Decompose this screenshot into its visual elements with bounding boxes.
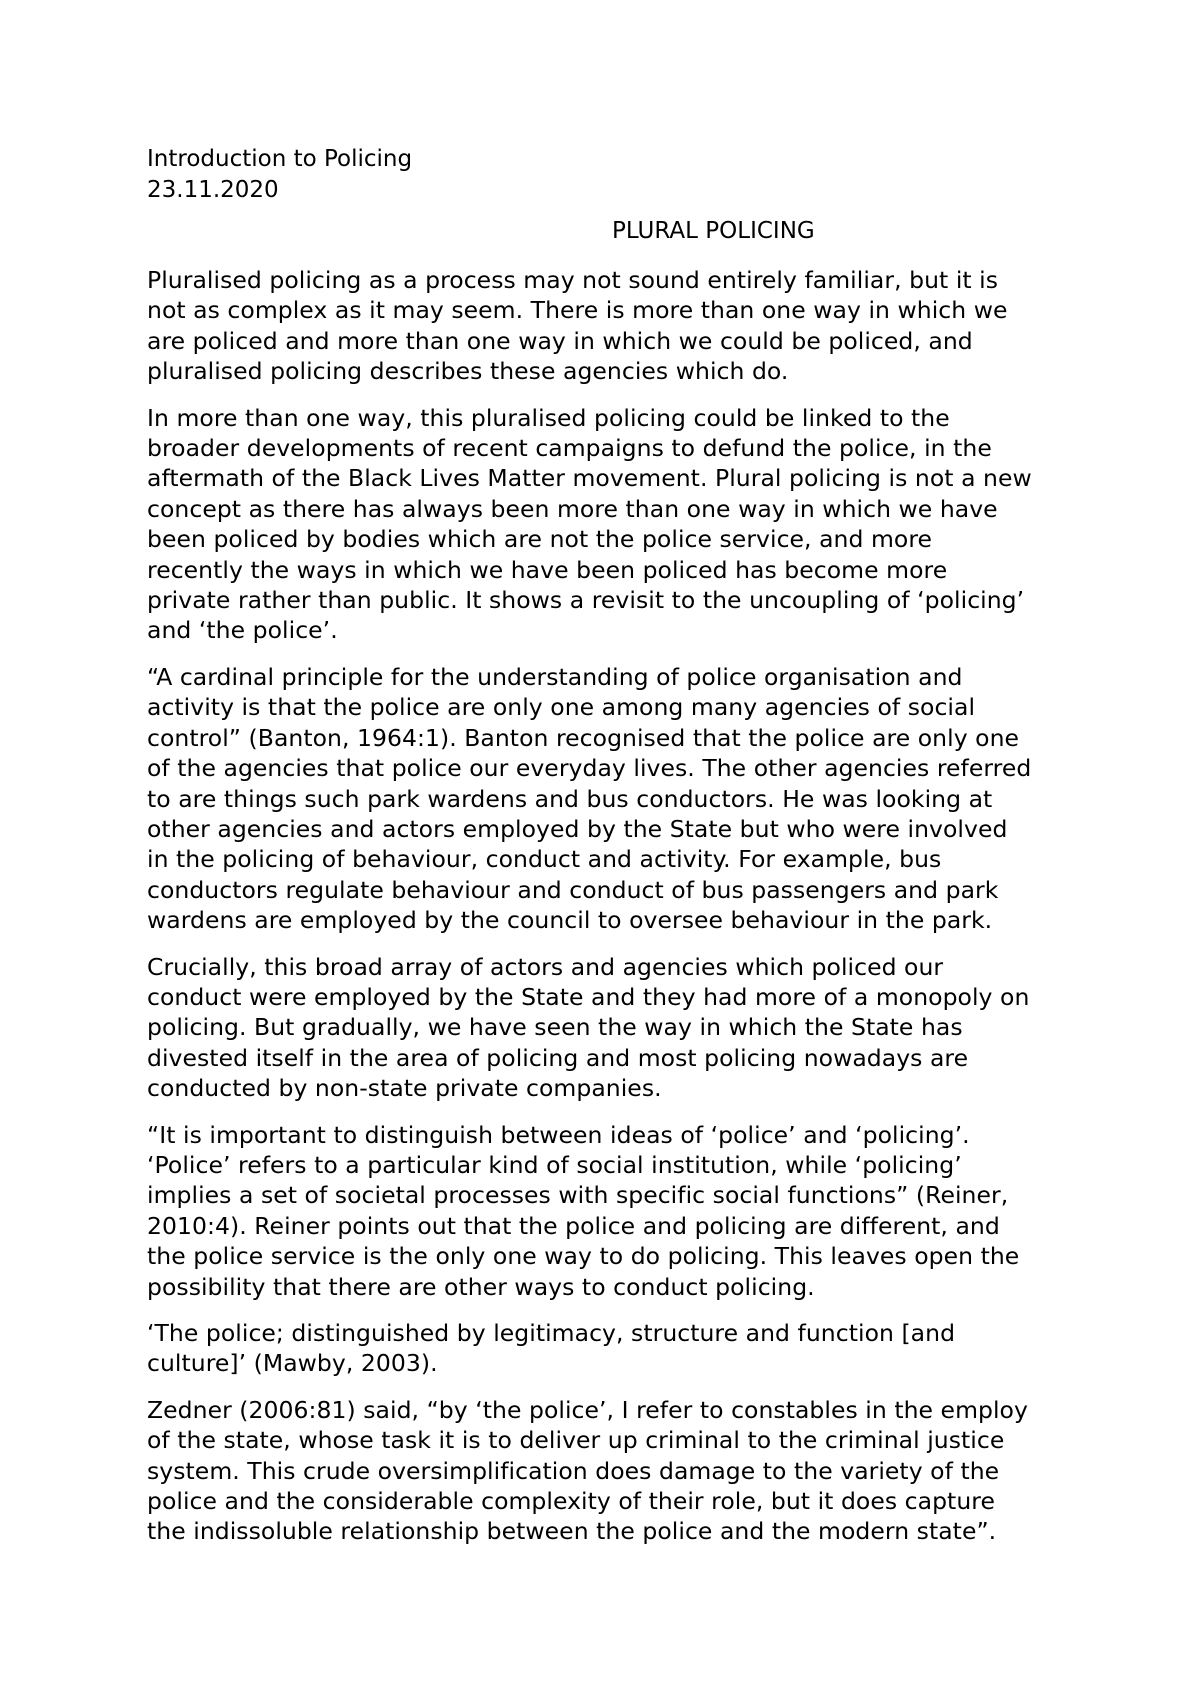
text-line: culture]’ (Mawby, 2003). — [147, 1349, 438, 1378]
text-line: control” (Banton, 1964:1). Banton recognised that the police are only one — [147, 723, 1020, 752]
text-line: implies a set of societal processes with specific social functions” (Reiner, — [147, 1181, 1009, 1210]
text-line: concept as there has always been more than one way in which we have — [147, 494, 998, 523]
text-line: the police service is the only one way to do policing. This leaves open the — [147, 1242, 1020, 1271]
text-line: Crucially, this broad array of actors and agencies which policed our — [147, 952, 944, 981]
text-line: of the state, whose task it is to deliver up criminal to the criminal justice — [147, 1426, 1005, 1455]
paragraph-mawby — [147, 1318, 1077, 1379]
text-line: other agencies and actors employed by the State but who were involved — [147, 814, 1008, 843]
text-line: system. This crude oversimplification does damage to the variety of the — [147, 1456, 1000, 1485]
text-line: ‘The police; distinguished by legitimacy, structure and function [and — [147, 1319, 956, 1347]
text-line: private rather than public. It shows a revisit to the uncoupling of ‘policing’ — [147, 586, 1025, 615]
text-line: conductors regulate behaviour and conduct of bus passengers and park — [147, 875, 999, 904]
text-line: not as complex as it may seem. There is more than one way in which we — [147, 296, 1008, 325]
document-title: PLURAL POLICING — [612, 218, 815, 244]
text-line: pluralised policing describes these agencies which do. — [147, 357, 789, 386]
text-line: to are things such park wardens and bus conductors. He was looking at — [147, 784, 993, 813]
text-line: and ‘the police’. — [147, 616, 338, 645]
text-line: recently the ways in which we have been policed has become more — [147, 555, 948, 584]
text-line: 2010:4). Reiner points out that the police and policing are different, and — [147, 1211, 1000, 1240]
text-line: “It is important to distinguish between ideas of ‘police’ and ‘policing’. — [147, 1120, 970, 1149]
text-line: In more than one way, this pluralised policing could be linked to the — [147, 403, 950, 432]
text-line: policing. But gradually, we have seen the way in which the State has — [147, 1013, 963, 1042]
text-line: Zedner (2006:81) said, “by ‘the police’, I refer to constables in the employ — [147, 1395, 1028, 1424]
text-line: conduct were employed by the State and they had more of a monopoly on — [147, 982, 1030, 1011]
paragraph-banton — [147, 662, 1077, 936]
text-line: divested itself in the area of policing and most policing nowadays are — [147, 1043, 969, 1072]
text-line: the indissoluble relationship between the police and the modern state”. — [147, 1517, 997, 1546]
text-line: wardens are employed by the council to oversee behaviour in the park. — [147, 906, 993, 935]
document-page — [147, 144, 1077, 1563]
text-line: been policed by bodies which are not the police service, and more — [147, 525, 933, 554]
paragraph-defund — [147, 403, 1077, 646]
text-line: ‘Police’ refers to a particular kind of social institution, while ‘policing’ — [147, 1150, 962, 1179]
text-line: possibility that there are other ways to conduct policing. — [147, 1272, 815, 1301]
text-line: Pluralised policing as a process may not sound entirely familiar, but it is — [147, 266, 999, 294]
text-line: of the agencies that police our everyday lives. The other agencies referred — [147, 754, 1032, 783]
text-line: conducted by non-state private companies. — [147, 1074, 662, 1103]
paragraph-intro — [147, 265, 1077, 387]
text-line: aftermath of the Black Lives Matter movement. Plural policing is not a new — [147, 464, 1032, 493]
text-line: broader developments of recent campaigns to defund the police, in the — [147, 434, 992, 463]
paragraph-reiner — [147, 1120, 1077, 1302]
text-line: “A cardinal principle for the understanding of police organisation and — [147, 662, 963, 691]
document-date: 23.11.2020 — [147, 177, 279, 203]
text-line: in the policing of behaviour, conduct and activity. For example, bus — [147, 845, 942, 874]
text-line: are policed and more than one way in which we could be policed, and — [147, 326, 973, 355]
course-name: Introduction to Policing — [147, 146, 413, 172]
paragraph-state — [147, 952, 1077, 1104]
paragraph-zedner — [147, 1395, 1077, 1547]
text-line: activity is that the police are only one among many agencies of social — [147, 693, 976, 722]
text-line: police and the considerable complexity of their role, but it does capture — [147, 1487, 995, 1516]
